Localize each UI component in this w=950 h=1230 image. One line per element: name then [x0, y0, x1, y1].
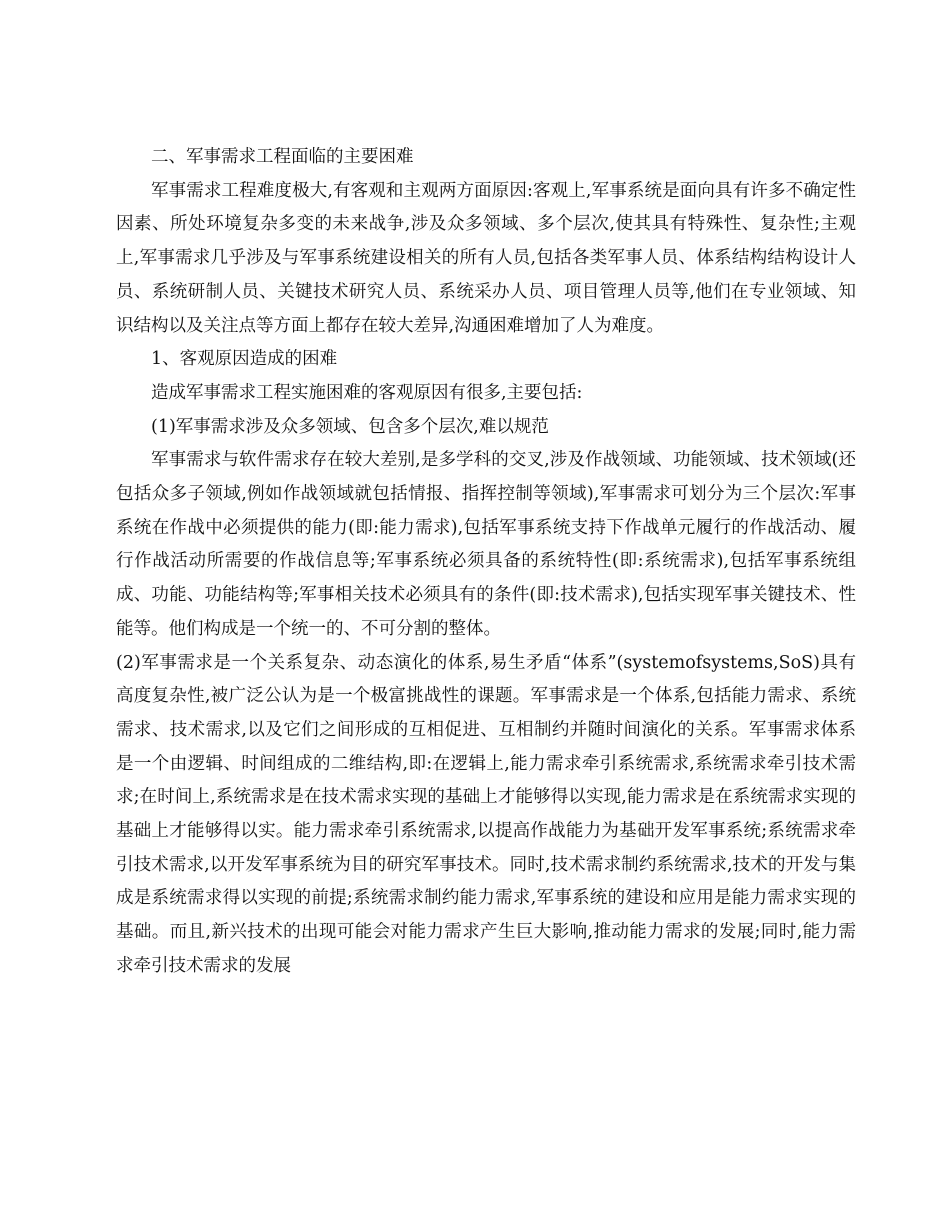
list-item-heading: (1)军事需求涉及众多领域、包含多个层次,难以规范: [151, 416, 549, 437]
body-paragraph: (2)军事需求是一个关系复杂、动态演化的体系,易生矛盾“体系”(systemofsystems,SoS)具有高度复杂性,被广泛公认为是一个极富挑战性的课题。军事需求是一个体系,包括能力需求、系统需求、技术需求,以及它们之间形成的互相促进、互相制约并随时间演化的关系。军事需求体系是一个由逻辑、时间组成的二维结构,即:在逻辑上,能力需求牵引系统需求,系统需求牵引技术需求;在时间上,系统需求是在技术需求实现的基础上才能够得以实现,能力需求是在系统需求实现的基础上才能够得以实。能力需求牵引系统需求,以提高作战能力为基础开发军事系统;系统需求牵引技术需求,以开发军事系统为目的研究军事技术。同时,技术需求制约系统需求,技术的开发与集成是系统需求得以实现的前提;系统需求制约能力需求,军事系统的建设和应用是能力需求实现的基础。而且,新兴技术的出现可能会对能力需求产生巨大影响,推动能力需求的发展;同时,能力需求牵引技术需求的发展: [116, 652, 856, 976]
body-paragraph: 军事需求工程难度极大,有客观和主观两方面原因:客观上,军事系统是面向具有许多不确定性因素、所处环境复杂多变的未来战争,涉及众多领域、多个层次,使其具有特殊性、复杂性;主观上,军事需求几乎涉及与军事系统建设相关的所有人员,包括各类军事人员、体系结构结构设计人员、系统研制人员、关键技术研究人员、系统采办人员、项目管理人员等,他们在专业领域、知识结构以及关注点等方面上都存在较大差异,沟通困难增加了人为难度。: [116, 180, 856, 336]
section-heading: 二、军事需求工程面临的主要困难: [151, 147, 414, 167]
subsection-heading: 1、客观原因造成的困难: [151, 349, 338, 370]
document-body: [116, 141, 856, 984]
body-paragraph: 军事需求与软件需求存在较大差别,是多学科的交叉,涉及作战领域、功能领域、技术领域(还包括众多子领域,例如作战领域就包括情报、指挥控制等领域),军事需求可划分为三个层次:军事系统在作战中必须提供的能力(即:能力需求),包括军事系统支持下作战单元履行的作战活动、履行作战活动所需要的作战信息等;军事系统必须具备的系统特性(即:系统需求),包括军事系统组成、功能、功能结构等;军事相关技术必须具有的条件(即:技术需求),包括实现军事关键技术、性能等。他们构成是一个统一的、不可分割的整体。: [116, 450, 856, 639]
body-paragraph: 造成军事需求工程实施困难的客观原因有很多,主要包括:: [151, 382, 583, 403]
